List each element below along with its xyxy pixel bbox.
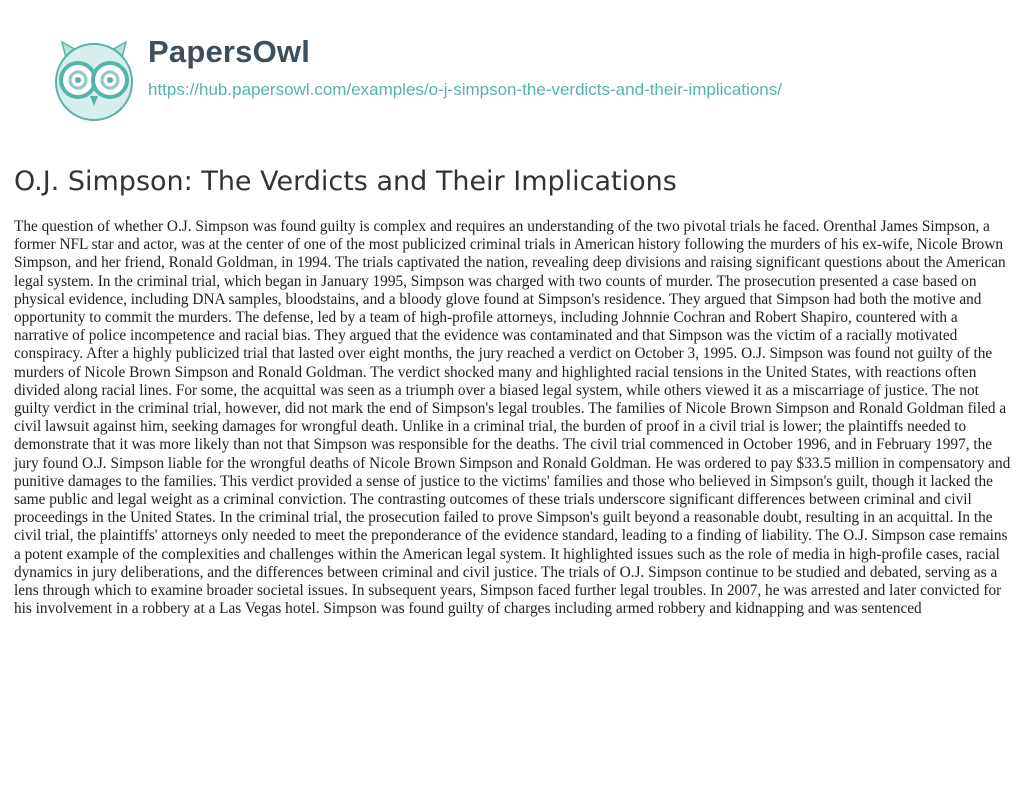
essay-title: O.J. Simpson: The Verdicts and Their Implications [14,166,677,197]
source-url-link[interactable]: https://hub.papersowl.com/examples/o-j-simpson-the-verdicts-and-their-implications/ [148,80,782,99]
owl-icon [50,36,138,124]
essay-body: The question of whether O.J. Simpson was found guilty is complex and requires an understanding of the two pivotal trials he faced. Orenthal James Simpson, a former NFL star and actor, was at the center of one of the most publicized criminal trials in American history following the murders of his ex-wife, Nicole Brown Simpson, and her friend, Ronald Goldman, in 1994. The trials captivated the nation, revealing deep divisions and raising significant questions about the American legal system. In the criminal trial, which began in January 1995, Simpson was charged with two counts of murder. The prosecution presented a case based on physical evidence, including DNA samples, bloodstains, and a bloody glove found at Simpson's residence. They argued that Simpson had both the motive and opportunity to commit the murders. The defense, led by a team of high-profile attorneys, including Johnnie Cochran and Robert Shapiro, countered with a narrative of police incompetence and racial bias. They argued that the evidence was contaminated and that Simpson was the victim of a racially motivated conspiracy. After a highly publicized trial that lasted over eight months, the jury reached a verdict on October 3, 1995. O.J. Simpson was found not guilty of the murders of Nicole Brown Simpson and Ronald Goldman. The verdict shocked many and highlighted racial tensions in the United States, with reactions often divided along racial lines. For some, the acquittal was seen as a triumph over a biased legal system, while others viewed it as a miscarriage of justice. The not guilty verdict in the criminal trial, however, did not mark the end of Simpson's legal troubles. The families of Nicole Brown Simpson and Ronald Goldman filed a civil lawsuit against him, seeking damages for wrongful death. Unlike in a criminal trial, the burden of proof in a civil trial is lower; the plaintiffs needed to demonstrate that it was more likely than not that Simpson was responsible for the deaths. The civil trial commenced in October 1996, and in February 1997, the jury found O.J. Simpson liable for the wrongful deaths of Nicole Brown Simpson and Ronald Goldman. He was ordered to pay $33.5 million in compensatory and punitive damages to the families. This verdict provided a sense of justice to the victims' families and those who believed in Simpson's guilt, though it lacked the same public and legal weight as a criminal conviction. The contrasting outcomes of these trials underscore significant differences between criminal and civil proceedings in the United States. In the criminal trial, the prosecution failed to prove Simpson's guilt beyond a reasonable doubt, resulting in an acquittal. In the civil trial, the plaintiffs' attorneys only needed to meet the preponderance of the evidence standard, leading to a finding of liability. The O.J. Simpson case remains a potent example of the complexities and challenges within the American legal system. It highlighted issues such as the role of media in high-profile cases, racial dynamics in jury deliberations, and the differences between criminal and civil justice. The trials of O.J. Simpson continue to be studied and debated, serving as a lens through which to examine broader societal issues. In subsequent years, Simpson faced further legal troubles. In 2007, he was arrested and later convicted for his involvement in a robbery at a Las Vegas hotel. Simpson was found guilty of charges including armed robbery and kidnapping and was sentenced [14,218,1011,618]
brand-block [148,32,782,100]
brand-name[interactable]: PapersOwl [148,34,311,69]
site-header [50,32,782,132]
